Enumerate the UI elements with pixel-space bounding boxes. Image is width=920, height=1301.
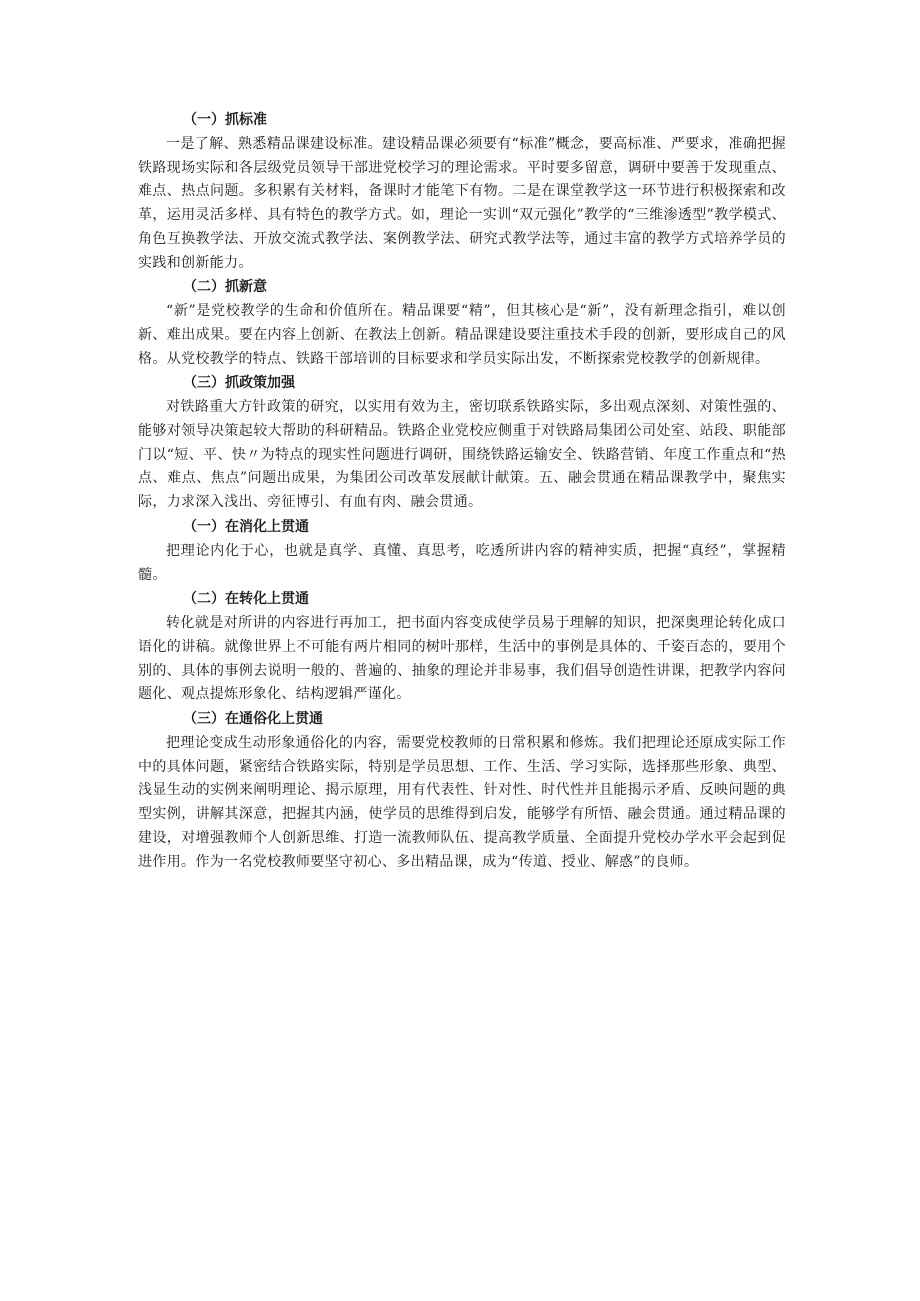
section-heading: （二）抓新意 bbox=[183, 279, 267, 296]
section-digestion bbox=[138, 515, 786, 587]
section-paragraph: 把理论内化于心，也就是真学、真懂、真思考，吃透所讲内容的精神实质，把握“真经”，掌握精髓。 bbox=[138, 542, 786, 583]
section-grasp-innovation bbox=[138, 275, 786, 371]
section-heading: （三）抓政策加强 bbox=[183, 375, 295, 392]
section-paragraph: “新”是党校教学的生命和价值所在。精品课要“精”，但其核心是“新”，没有新理念指引，难以创新、难出成果。要在内容上创新、在教法上创新。精品课建设要注重技术手段的创新，要形成自己的风格。从党校教学的特点、铁路干部培训的目标要求和学员实际出发，不断探索党校教学的创新规律。 bbox=[138, 303, 786, 367]
section-popularization bbox=[138, 707, 786, 874]
section-paragraph: 转化就是对所讲的内容进行再加工，把书面内容变成使学员易于理解的知识，把深奥理论转化成口语化的讲稿。就像世界上不可能有两片相同的树叶那样，生活中的事例是具体的、千姿百态的，要用个别的、具体的事例去说明一般的、普遍的、抽象的理论并非易事，我们倡导创造性讲课，把教学内容问题化、观点提炼形象化、结构逻辑严谨化。 bbox=[138, 615, 786, 703]
section-paragraph: 对铁路重大方针政策的研究，以实用有效为主，密切联系铁路实际，多出观点深刻、对策性强的、能够对领导决策起较大帮助的科研精品。铁路企业党校应侧重于对铁路局集团公司处室、站段、职能部门以“短、平、快〃为特点的现实性问题进行调研，围绕铁路运输安全、铁路营销、年度工作重点和“热点、难点、焦点”问题出成果，为集团公司改革发展献计献策。五、融会贯通在精品课教学中，聚焦实际，力求深入浅出、旁征博引、有血有肉、融会贯通。 bbox=[138, 399, 786, 511]
section-grasp-standards bbox=[138, 108, 786, 275]
section-heading: （二）在转化上贯通 bbox=[183, 591, 309, 608]
section-paragraph: 把理论变成生动形象通俗化的内容，需要党校教师的日常积累和修炼。我们把理论还原成实际工作中的具体问题，紧密结合铁路实际，特别是学员思想、工作、生活、学习实际，选择那些形象、典型、浅显生动的实例来阐明理论、揭示原理，用有代表性、针对性、时代性并且能揭示矛盾、反映问题的典型实例，讲解其深意，把握其内涵，使学员的思维得到启发，能够学有所悟、融会贯通。通过精品课的建设，对增强教师个人创新思维、打造一流教师队伍、提高教学质量、全面提升党校办学水平会起到促进作用。作为一名党校教师要坚守初心、多出精品课，成为“传道、授业、解惑”的良师。 bbox=[138, 735, 786, 870]
document-body bbox=[138, 108, 786, 874]
section-grasp-policy bbox=[138, 371, 786, 515]
section-heading: （一）抓标准 bbox=[183, 112, 267, 128]
section-heading: （三）在通俗化上贯通 bbox=[183, 711, 323, 728]
section-transformation bbox=[138, 587, 786, 707]
section-paragraph: 一是了解、熟悉精品课建设标准。建设精品课必须要有“标准”概念，要高标准、严要求，准确把握铁路现场实际和各层级党员领导干部进党校学习的理论需求。平时要多留意，调研中要善于发现重点、难点、热点问题。多积累有关材料，备课时才能笔下有物。二是在课堂教学这一环节进行积极探索和改革，运用灵活多样、具有特色的教学方式。如，理论一实训“双元强化”教学的“三维渗透型”教学模式、角色互换教学法、开放交流式教学法、案例教学法、研究式教学法等，通过丰富的教学方式培养学员的实践和创新能力。 bbox=[138, 136, 786, 271]
section-heading: （一）在消化上贯通 bbox=[183, 518, 309, 535]
